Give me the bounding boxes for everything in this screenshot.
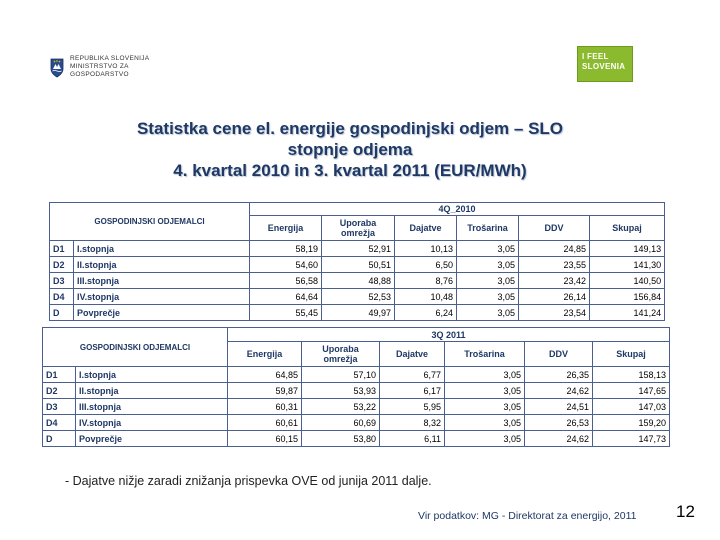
row-level: II.stopnja [74, 257, 250, 273]
column-header: Uporaba omrežja [302, 342, 380, 367]
cell-value: 3,05 [445, 415, 525, 431]
cell-value: 3,05 [457, 289, 519, 305]
row-code: D1 [43, 367, 76, 383]
table-row [50, 289, 665, 305]
cell-value: 23,54 [519, 305, 590, 321]
column-header: Energija [228, 342, 302, 367]
row-level: I.stopnja [74, 241, 250, 257]
row-code: D3 [43, 399, 76, 415]
cell-value: 3,05 [457, 305, 519, 321]
column-header: DDV [519, 216, 590, 241]
cell-value: 59,87 [228, 383, 302, 399]
cell-value: 147,73 [593, 431, 670, 447]
row-level: Povprečje [76, 431, 228, 447]
cell-value: 6,77 [380, 367, 445, 383]
table-row [50, 257, 665, 273]
cell-value: 60,31 [228, 399, 302, 415]
column-header: Skupaj [593, 342, 670, 367]
row-level: III.stopnja [76, 399, 228, 415]
cell-value: 56,58 [250, 273, 322, 289]
cell-value: 141,24 [590, 305, 665, 321]
logo-line-1: I FEEL [582, 52, 609, 61]
table-4q-2010 [49, 202, 665, 321]
row-code: D2 [43, 383, 76, 399]
cell-value: 50,51 [322, 257, 395, 273]
cell-value: 58,19 [250, 241, 322, 257]
cell-value: 3,05 [457, 257, 519, 273]
cell-value: 49,97 [322, 305, 395, 321]
row-code: D [50, 305, 74, 321]
page-number: 12 [676, 502, 695, 521]
cell-value: 8,32 [380, 415, 445, 431]
cell-value: 159,20 [593, 415, 670, 431]
table-period-header: 3Q 2011 [228, 328, 670, 342]
table-group-header: GOSPODINJSKI ODJEMALCI [50, 203, 250, 241]
data-source: Vir podatkov: MG - Direktorat za energijo, 2011 [418, 510, 637, 522]
column-header: Dajatve [395, 216, 457, 241]
cell-value: 48,88 [322, 273, 395, 289]
row-level: IV.stopnja [74, 289, 250, 305]
coat-of-arms-icon [50, 58, 64, 78]
cell-value: 147,65 [593, 383, 670, 399]
title-line-3: 4. kvartal 2010 in 3. kvartal 2011 (EUR/MWh) [173, 161, 527, 180]
row-code: D3 [50, 273, 74, 289]
column-header: Trošarina [445, 342, 525, 367]
cell-value: 60,69 [302, 415, 380, 431]
cell-value: 52,91 [322, 241, 395, 257]
cell-value: 26,53 [525, 415, 593, 431]
cell-value: 3,05 [445, 431, 525, 447]
row-level: IV.stopnja [76, 415, 228, 431]
cell-value: 57,10 [302, 367, 380, 383]
slide-title [60, 118, 640, 181]
ministry-name [70, 55, 149, 79]
table-row [50, 273, 665, 289]
logo-line-2: SLOVENIA [582, 62, 626, 71]
title-line-2: stopnje odjema [287, 140, 413, 159]
cell-value: 3,05 [445, 383, 525, 399]
cell-value: 156,84 [590, 289, 665, 305]
table-row [43, 431, 670, 447]
cell-value: 6,17 [380, 383, 445, 399]
title-line-1: Statistka cene el. energije gospodinjski odjem – SLO [136, 119, 564, 138]
cell-value: 6,24 [395, 305, 457, 321]
cell-value: 8,76 [395, 273, 457, 289]
table-row [43, 367, 670, 383]
cell-value: 23,55 [519, 257, 590, 273]
cell-value: 24,62 [525, 431, 593, 447]
cell-value: 53,93 [302, 383, 380, 399]
cell-value: 53,22 [302, 399, 380, 415]
cell-value: 3,05 [445, 399, 525, 415]
table-3q-2011 [42, 327, 670, 447]
cell-value: 6,50 [395, 257, 457, 273]
row-code: D4 [50, 289, 74, 305]
cell-value: 24,62 [525, 383, 593, 399]
cell-value: 3,05 [457, 273, 519, 289]
column-header: Trošarina [457, 216, 519, 241]
cell-value: 24,51 [525, 399, 593, 415]
cell-value: 64,64 [250, 289, 322, 305]
footnote: - Dajatve nižje zaradi znižanja prispevka OVE od junija 2011 dalje. [65, 474, 432, 488]
table-row [43, 383, 670, 399]
table-period-header: 4Q_2010 [250, 203, 665, 216]
cell-value: 158,13 [593, 367, 670, 383]
column-header: DDV [525, 342, 593, 367]
cell-value: 60,15 [228, 431, 302, 447]
cell-value: 23,42 [519, 273, 590, 289]
ministry-header [50, 55, 149, 79]
table-row [50, 241, 665, 257]
row-code: D2 [50, 257, 74, 273]
cell-value: 26,35 [525, 367, 593, 383]
column-header: Uporaba omrežja [322, 216, 395, 241]
cell-value: 53,80 [302, 431, 380, 447]
i-feel-slovenia-logo [577, 46, 633, 82]
column-header: Skupaj [590, 216, 665, 241]
cell-value: 60,61 [228, 415, 302, 431]
cell-value: 10,13 [395, 241, 457, 257]
row-level: II.stopnja [76, 383, 228, 399]
table-row [43, 399, 670, 415]
cell-value: 64,85 [228, 367, 302, 383]
cell-value: 24,85 [519, 241, 590, 257]
row-code: D [43, 431, 76, 447]
table-row [43, 415, 670, 431]
cell-value: 3,05 [457, 241, 519, 257]
cell-value: 140,50 [590, 273, 665, 289]
table-group-header: GOSPODINJSKI ODJEMALCI [43, 328, 228, 367]
row-code: D1 [50, 241, 74, 257]
row-level: I.stopnja [76, 367, 228, 383]
cell-value: 149,13 [590, 241, 665, 257]
row-code: D4 [43, 415, 76, 431]
cell-value: 52,53 [322, 289, 395, 305]
cell-value: 26,14 [519, 289, 590, 305]
ministry-line-2: MINISTRSTVO ZA [70, 63, 129, 70]
cell-value: 54,60 [250, 257, 322, 273]
ministry-line-3: GOSPODARSTVO [70, 71, 129, 78]
cell-value: 10,48 [395, 289, 457, 305]
column-header: Dajatve [380, 342, 445, 367]
cell-value: 147,03 [593, 399, 670, 415]
row-level: III.stopnja [74, 273, 250, 289]
row-level: Povprečje [74, 305, 250, 321]
table-row [50, 305, 665, 321]
cell-value: 3,05 [445, 367, 525, 383]
cell-value: 5,95 [380, 399, 445, 415]
cell-value: 6,11 [380, 431, 445, 447]
cell-value: 141,30 [590, 257, 665, 273]
column-header: Energija [250, 216, 322, 241]
ministry-line-1: REPUBLIKA SLOVENIJA [70, 55, 150, 62]
cell-value: 55,45 [250, 305, 322, 321]
